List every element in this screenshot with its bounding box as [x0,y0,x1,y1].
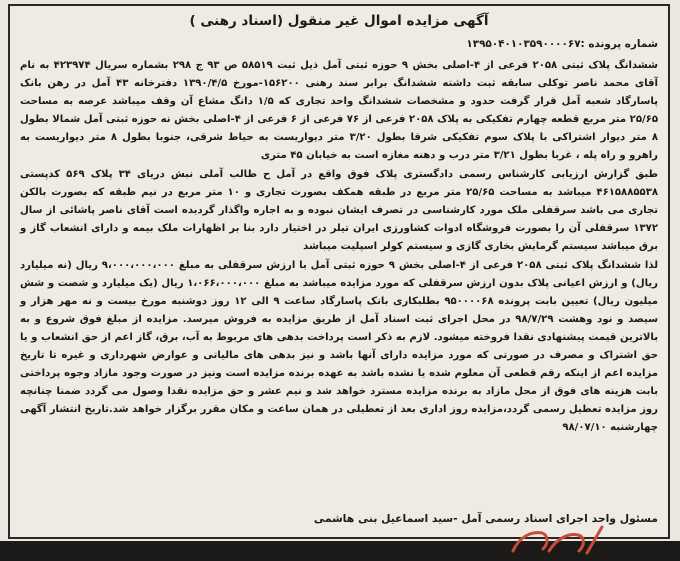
notice-paragraph: طبق گزارش ارزیابی کارشناس رسمی دادگستری پلاک فوق واقع در آمل ح طالب آملی نبش دریای ۳۴ پلاک ۵۶۹ کدپستی ۴۶۱۵۸۸۵۵۳۸ میباشد به مساحت ۲۵/۶۵ متر مربع در طبقه همکف بصورت تجاری و ۱۰ متر مربع در نیم طبقه که بصورت بالکن تجاری می باشد سرقفلی ملک مورد کارشناسی در تصرف ایشان نبوده و به اجاره واگذار گردیده است آقای ناصر پاشائی از سال ۱۳۷۲ سرقفلی آن را بصورت فروشگاه ادوات کشاورزی ایران تیلر در اختیار دارد بنا بر اظهارات ملک بیمه و دارای انشعاب گاز و برق میباشد سیستم گرمایش بخاری گازی و سیستم کولر اسپلیت میباشد [20,169,659,252]
signature-line: مسئول واحد اجرای اسناد رسمی آمل -سید اسماعیل بنی هاشمی [313,512,658,525]
notice-body [20,57,658,438]
notice-frame [8,4,670,539]
notice-title: آگهی مزایده اموال غیر منقول (اسناد رهنی ) [189,13,489,29]
bottom-band [0,541,680,561]
notice-paragraph: ششدانگ پلاک ثبتی ۲۰۵۸ فرعی از ۴-اصلی بخش ۹ حوزه ثبتی آمل ذیل ثبت ۵۸۵۱۹ ص ۹۳ ج ۲۹۸ بشماره سریال ۴۲۳۹۷۴ به نام آقای محمد ناصر توکلی سابقه ثبت داشته ششدانگ برابر سند رهنی ۱۵۶۲۰۰-مورخ ۱۳۹۰/۴/۵ دفترخانه ۴۳ آمل در رهن بانک پاسارگاد شعبه آمل قرار گرفت حدود و مشخصات ششدانگ واحد تجاری که ۱/۵ دانگ مشاع آن وقف میباشد عرصه به مساحت ۲۵/۶۵ متر مربع قطعه چهارم تفکیکی به پلاک ۲۰۵۸ فرعی از ۷۶ فرعی از ۶ فرعی از ۴-اصلی بخش نه حوزه ثبتی آمل شمالا بطول ۸ متر دیوار اشتراکی با پلاک سوم تفکیکی شرقا بطول ۳/۲۰ متر دیواریست به حیاط شرقی، جنوبا بطول ۸ متر دیواریست به راهرو و راه پله ، غربا بطول ۳/۲۱ متر درب و دهنه مغازه است به خیابان ۴۵ متری [20,60,658,161]
notice-paragraph: لذا ششدانگ پلاک ثبتی ۲۰۵۸ فرعی از ۴-اصلی بخش ۹ حوزه ثبتی آمل با ارزش سرقفلی به مبلغ ۹،۰۰۰،۰۰۰،۰۰۰ ریال (نه میلیارد ریال) و ارزش اعیانی پلاک بدون ارزش سرقفلی که مورد مزایده میباشد به مبلغ ۱،۰۶۶،۰۰۰،۰۰۰ ریال (یک میلیارد و شصت و شش میلیون ریال) تعیین بابت پرونده ۹۵۰۰۰۰۶۸ بطلبکاری بانک پاسارگاد ساعت ۹ الی ۱۲ روز دوشنبه مورخ بیست و نه مهر هزار و سیصد و نود وهشت ۹۸/۷/۲۹ در محل اجرای ثبت اسناد آمل از طریق مزایده به فروش میرسد. مزایده از مبلغ فوق شروع و به بالاترین قیمت پیشنهادی نقدا فروخته میشود. لازم به ذکر است پرداخت بدهی های مربوط به آب، برق، گاز اعم از حق انشعاب و یا حق اشتراک و مصرف در صورتی که مورد مزایده دارای آنها باشد و نیز بدهی های مالیاتی و عوارض شهرداری و غیره تا تاریخ مزایده اعم از اینکه رقم قطعی آن معلوم شده یا نشده باشد به عهده برنده مزایده است ونیز در صورت وجود مازاد وجوه پرداختی بابت هزینه های فوق از محل مازاد به برنده مزایده مسترد خواهد شد و نیم عشر و حق مزایده نقدا وصول می گردد ضمنا چنانچه روز مزایده تعطیل رسمی گردد،مزایده روز اداری بعد از تعطیلی در همان ساعت و مکان مقرر برگزار خواهد شد.تاریخ انتشار آگهی چهارشنبه ۹۸/۰۷/۱۰ [20,260,659,433]
file-number: شماره پرونده :۱۳۹۵۰۴۰۱۰۳۵۹۰۰۰۰۶۷ [466,38,658,50]
